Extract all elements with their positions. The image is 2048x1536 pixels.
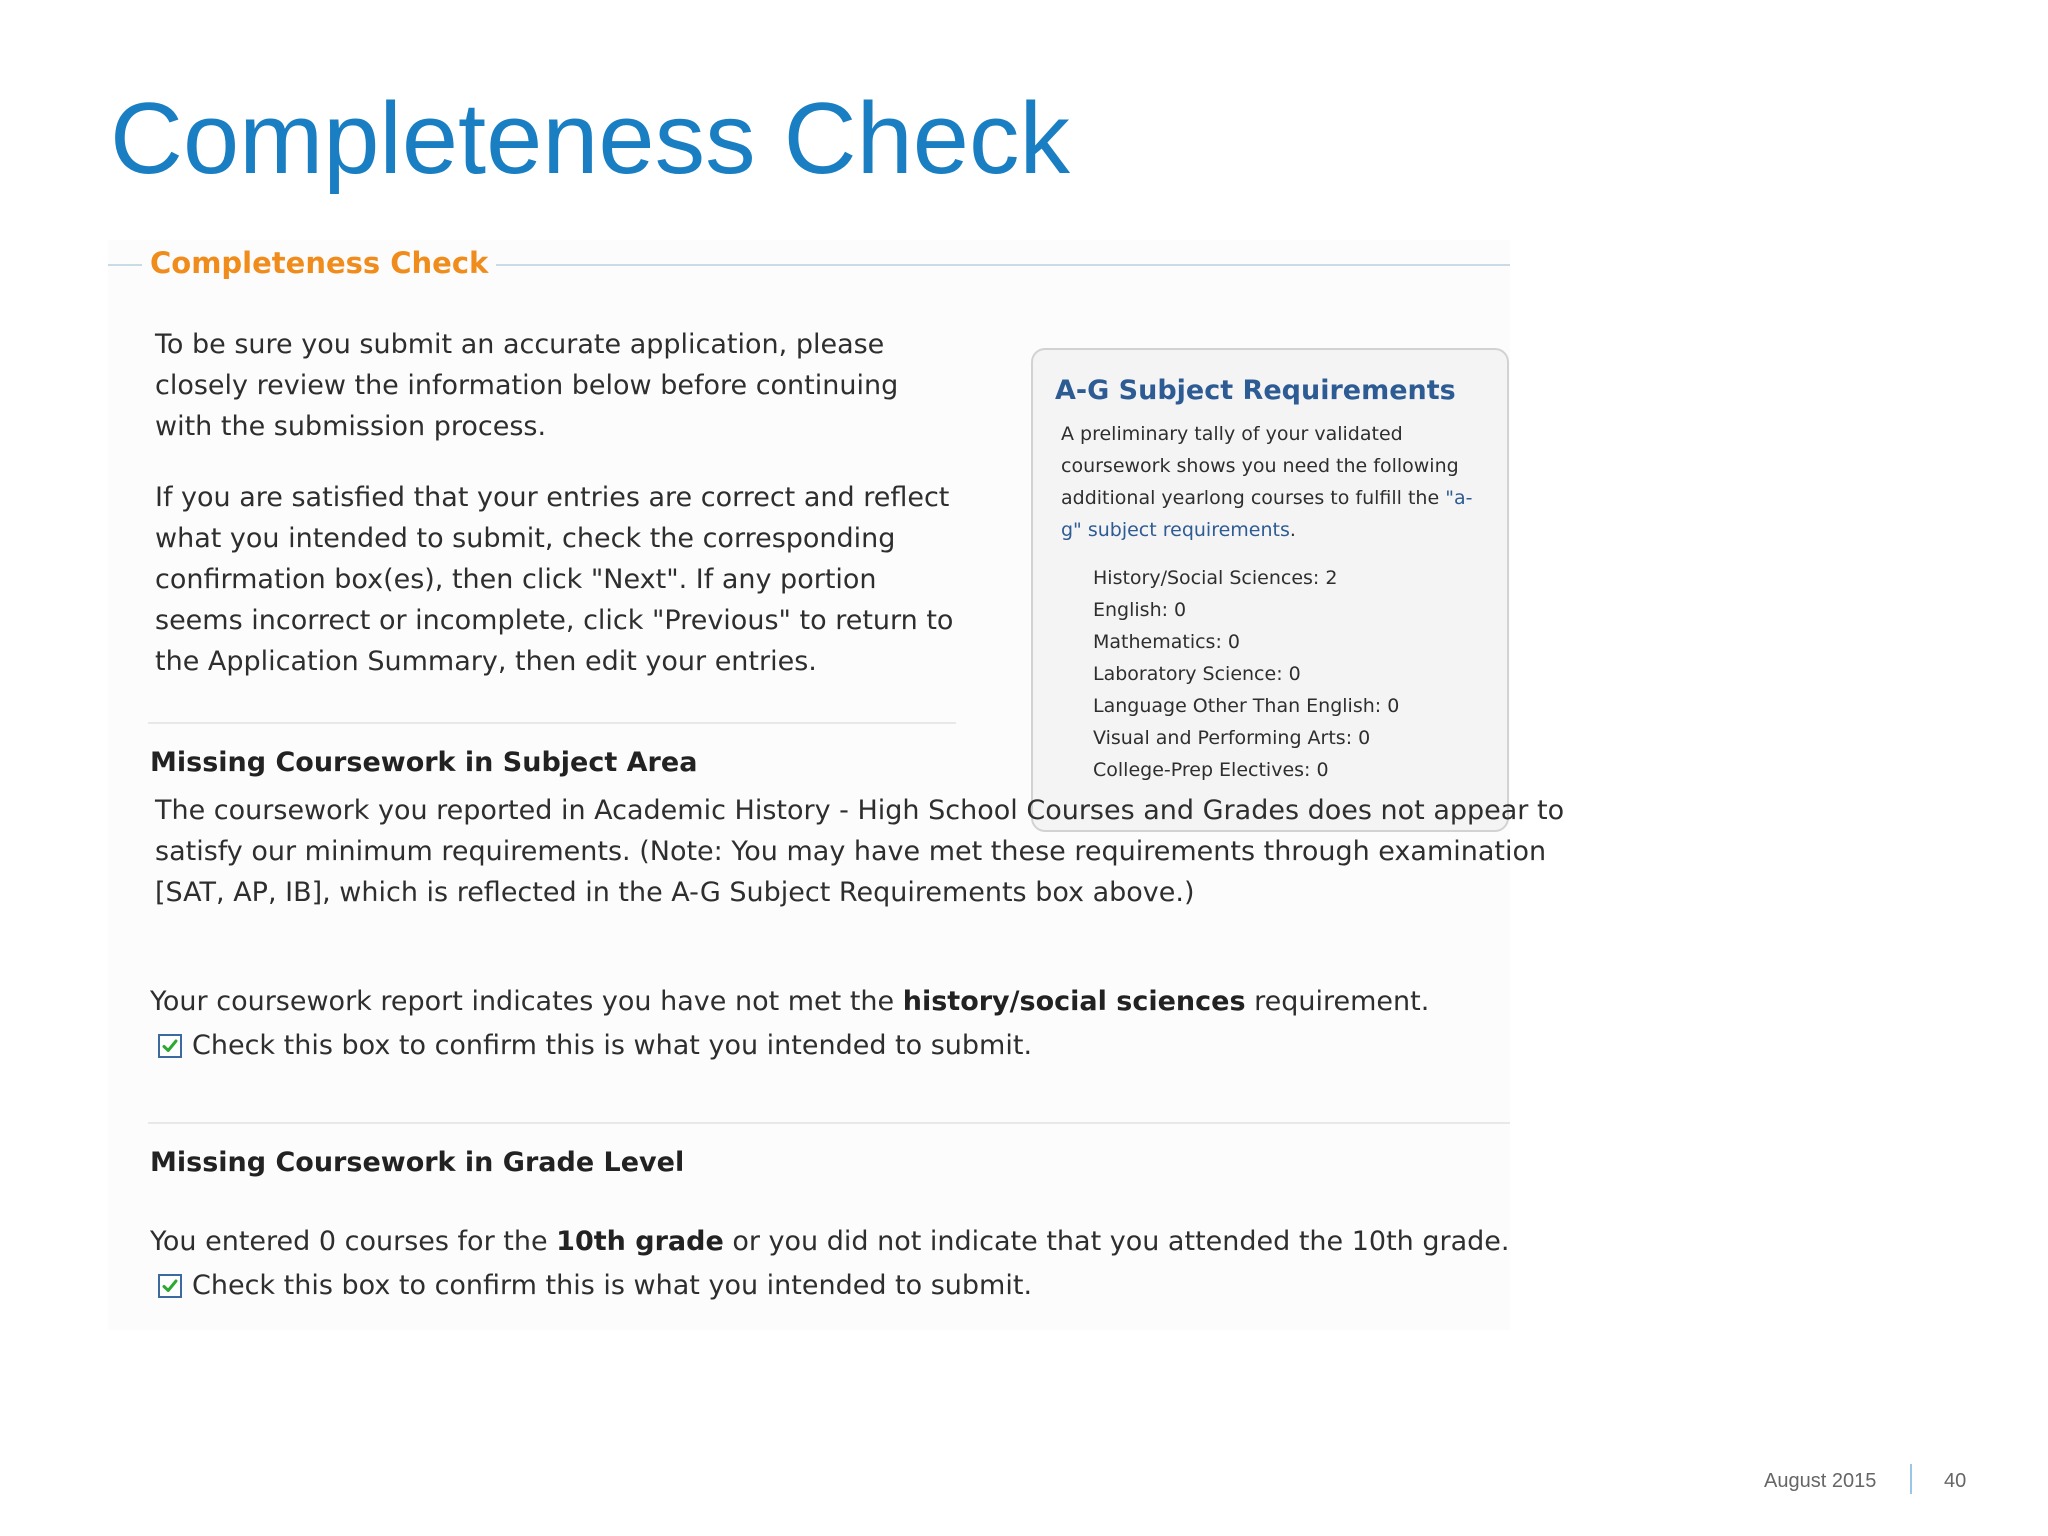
ag-box-intro (1061, 418, 1491, 546)
subject-statement-suffix: requirement. (1245, 986, 1430, 1017)
page-number: 40 (1944, 1470, 1967, 1492)
checkmark-icon (161, 1277, 179, 1295)
ag-item-arts: Visual and Performing Arts: 0 (1093, 727, 1371, 749)
ag-box-title: A-G Subject Requirements (1055, 375, 1456, 406)
footer-date: August 2015 (1764, 1470, 1877, 1492)
ag-requirements-link[interactable]: "a-g" subject requirements (1061, 487, 1473, 541)
ag-requirements-list (1093, 562, 1399, 786)
subject-area-checkbox[interactable] (158, 1034, 182, 1058)
slide-title: Completeness Check (110, 83, 1070, 195)
completeness-check-screenshot (108, 240, 1565, 1330)
subject-statement-prefix: Your coursework report indicates you have not met the (150, 986, 903, 1017)
grade-statement-bold: 10th grade (556, 1226, 724, 1257)
grade-level-confirm[interactable] (158, 1266, 1032, 1306)
subject-statement-bold: history/social sciences (902, 986, 1246, 1017)
ag-item-lab-science: Laboratory Science: 0 (1093, 663, 1301, 685)
grade-level-heading: Missing Coursework in Grade Level (150, 1147, 685, 1178)
ag-item-mathematics: Mathematics: 0 (1093, 631, 1240, 653)
intro-paragraph-2: If you are satisfied that your entries are correct and reflect what you intended to submit, check the corresponding confirmation box(es), then click "Next". If any portion seems incorrect or incomplete, click "Previous" to return to the Application Summary, then edit your entries. (155, 482, 954, 677)
grade-statement-suffix: or you did not indicate that you attended the 10th grade. (723, 1226, 1510, 1257)
checkmark-icon (161, 1037, 179, 1055)
footer-separator (1910, 1464, 1912, 1494)
ag-item-english: English: 0 (1093, 599, 1187, 621)
subject-area-description: The coursework you reported in Academic History - High School Courses and Grades does not appear to satisfy our minimum requirements. (Note: You may have met these requirements through examination [SAT, AP, IB], which is reflected in the A-G Subject Requirements box above.) (155, 795, 1565, 908)
grade-level-confirm-label: Check this box to confirm this is what you intended to submit. (192, 1270, 1033, 1301)
subject-area-divider (148, 722, 956, 724)
ag-box-intro-end: . (1289, 519, 1296, 541)
subject-area-statement (150, 982, 1429, 1022)
subject-area-confirm-label: Check this box to confirm this is what you intended to submit. (192, 1030, 1033, 1061)
grade-level-statement (150, 1222, 1510, 1262)
grade-level-divider (148, 1122, 1510, 1124)
grade-statement-prefix: You entered 0 courses for the (150, 1226, 557, 1257)
ag-item-history: History/Social Sciences: 2 (1093, 567, 1338, 589)
ag-requirements-box (1031, 348, 1509, 832)
ag-item-language: Language Other Than English: 0 (1093, 695, 1400, 717)
grade-level-checkbox[interactable] (158, 1274, 182, 1298)
intro-paragraph-1: To be sure you submit an accurate application, please closely review the information below before continuing with the submission process. (155, 329, 899, 442)
ag-item-electives: College-Prep Electives: 0 (1093, 759, 1329, 781)
section-title: Completeness Check (142, 245, 496, 283)
ag-box-intro-text: A preliminary tally of your validated coursework shows you need the following additional yearlong courses to fulfill the (1061, 423, 1459, 509)
subject-area-confirm[interactable] (158, 1026, 1032, 1066)
subject-area-heading: Missing Coursework in Subject Area (150, 747, 698, 778)
